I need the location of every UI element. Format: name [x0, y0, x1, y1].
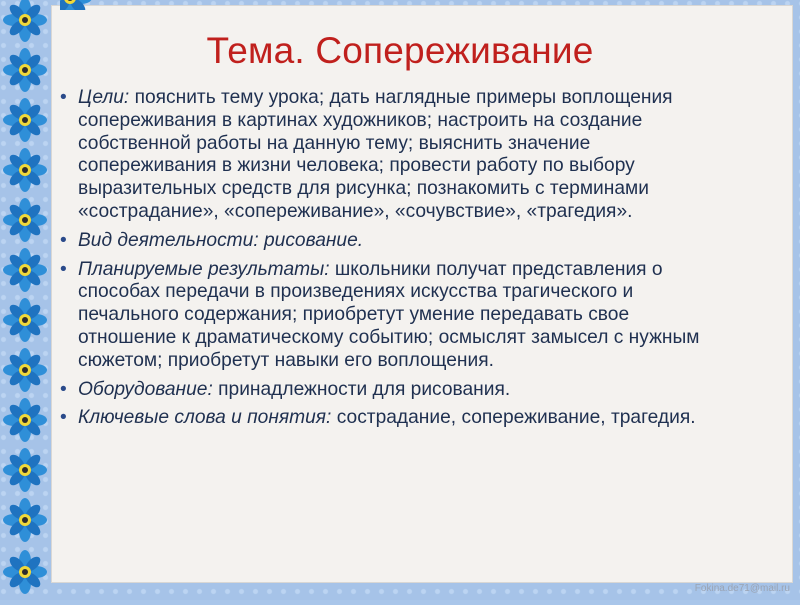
flower-border-svg	[0, 0, 50, 600]
list-item-keywords	[60, 407, 730, 430]
item-text: школьники получат представления о способах передачи в произведениях искусства трагического и печального содержания; приобретут умение передавать свое отношение к драматическому событию; осмыслят замысел с нужным сюжетом; приобретут навыки его воплощения.	[78, 258, 700, 371]
flower-icon	[3, 448, 47, 492]
flower-icon	[60, 0, 92, 10]
flower-icon	[3, 298, 47, 342]
list-item-activity	[60, 230, 730, 253]
flower-icon	[3, 198, 47, 242]
flower-icon	[3, 398, 47, 442]
list-item-results	[60, 259, 730, 373]
top-flower-strip	[60, 0, 800, 10]
flower-icon	[3, 248, 47, 292]
item-text: сострадание, сопереживание, трагедия.	[331, 407, 696, 429]
flower-icon	[3, 550, 47, 594]
list-item-equipment	[60, 379, 730, 402]
flower-icon	[3, 148, 47, 192]
watermark: Fokina.de71@mail.ru	[694, 583, 790, 594]
flower-border-column	[0, 0, 50, 600]
item-text: принадлежности для рисования.	[212, 378, 511, 400]
bullet: •	[60, 378, 67, 400]
slide-content	[60, 87, 730, 436]
bullet: •	[60, 407, 67, 429]
bullet: •	[60, 229, 67, 251]
list-item-goals	[60, 87, 730, 224]
item-label: Вид деятельности: рисование.	[78, 229, 364, 251]
item-label: Планируемые результаты:	[78, 258, 330, 280]
flower-icon	[3, 98, 47, 142]
item-text: пояснить тему урока; дать наглядные примеры воплощения сопереживания в картинах художников; настроить на создание собственной работы на данную тему; выяснить значение сопереживания в жизни человека; провести работу по выбору выразительных средств для рисунка; познакомить с терминами «сострадание», «сопереживание», «сочувствие», «трагедия».	[78, 87, 673, 222]
item-label: Оборудование:	[78, 378, 213, 400]
flower-icon	[3, 498, 47, 542]
flower-icon	[3, 348, 47, 392]
item-label: Цели:	[78, 87, 130, 108]
slide-title: Тема. Сопереживание	[206, 30, 594, 71]
bullet: •	[60, 258, 67, 280]
item-label: Ключевые слова и понятия:	[78, 407, 332, 429]
bullet: •	[60, 87, 67, 108]
